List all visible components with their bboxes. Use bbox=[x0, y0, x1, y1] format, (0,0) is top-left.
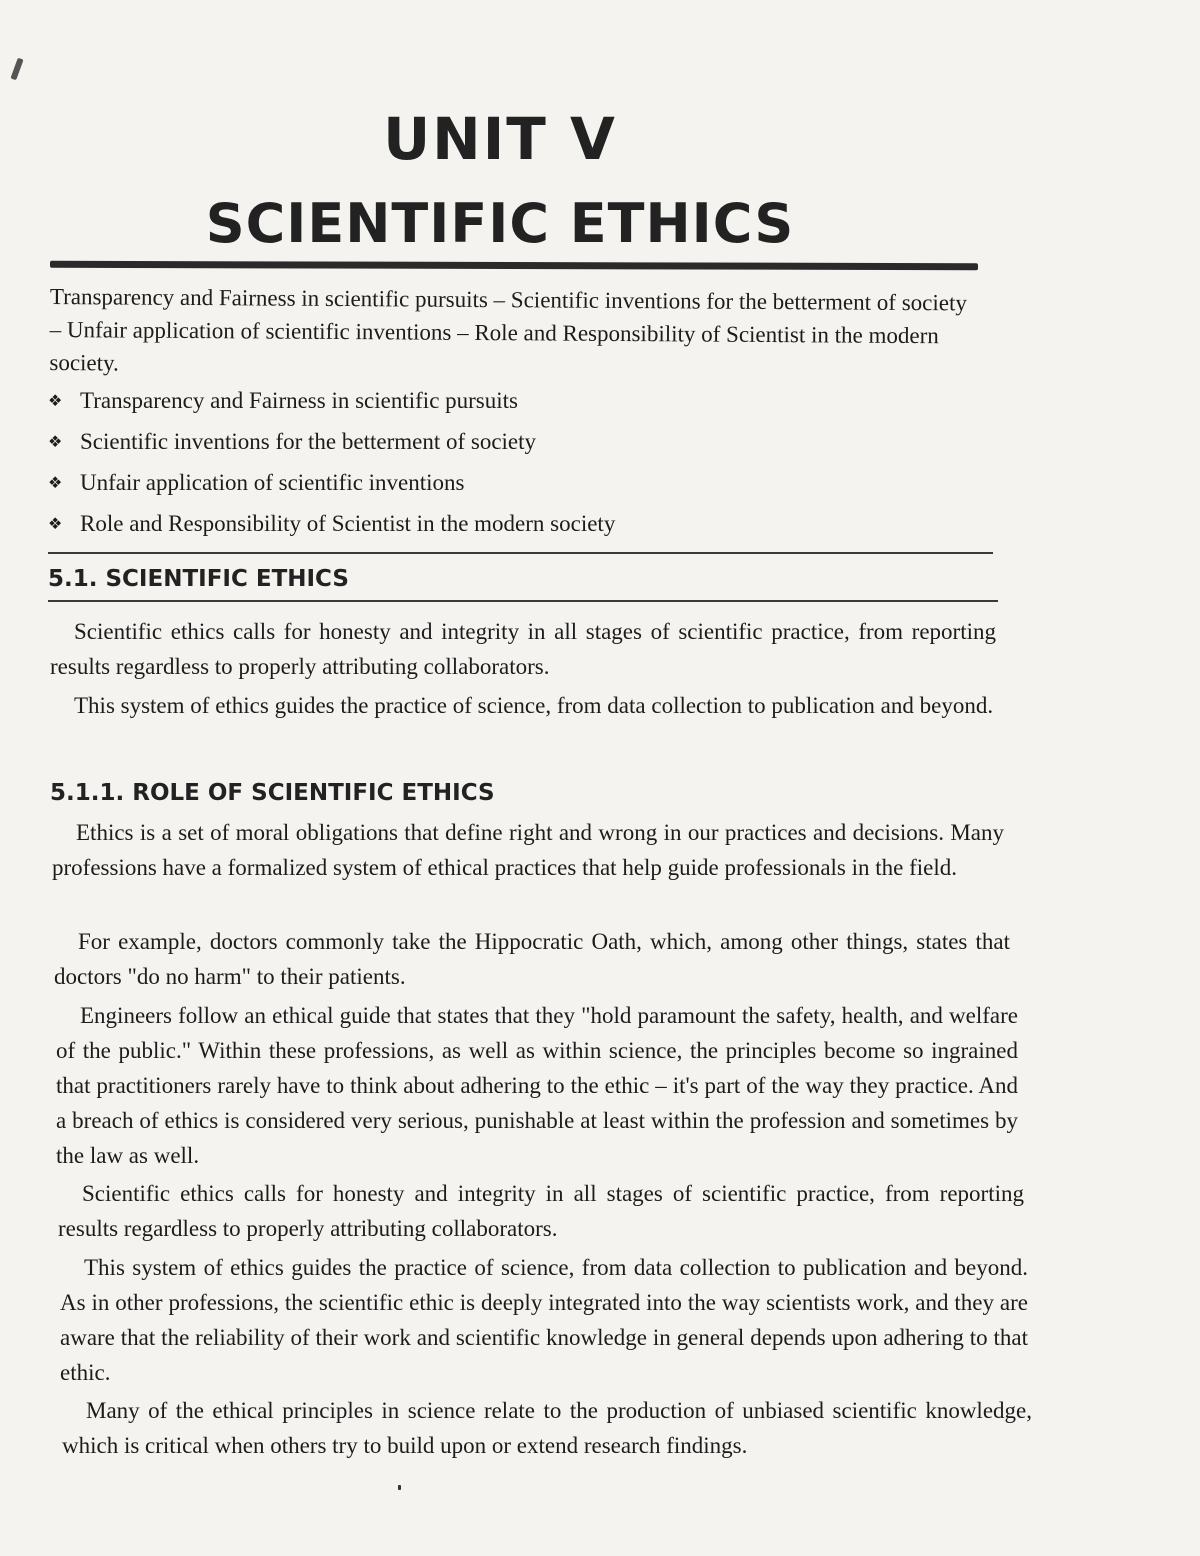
paragraph: Ethics is a set of moral obligations that define right and wrong in our practices and decisions. Many professions have a formalized system of ethical practices that help guide professionals in the field. bbox=[52, 820, 1004, 880]
paragraph: Engineers follow an ethical guide that states that they "hold paramount the safety, health, and welfare of the public." Within these professions, as well as within science, the principles become so ingrained that practitioners rarely have to think about adhering to the ethic – it's part of the way they practice. And a breach of ethics is considered very serious, punishable at least within the profession and sometimes by the law as well. bbox=[56, 1003, 1018, 1168]
paragraph: Many of the ethical principles in science relate to the production of unbiased scientific knowledge, which is critical when others try to build upon or extend research findings. bbox=[62, 1398, 1032, 1458]
section-rule-top bbox=[48, 552, 993, 554]
diamond-bullet-icon: ❖ bbox=[48, 473, 63, 492]
page-mark bbox=[398, 1485, 401, 1490]
chapter-title: SCIENTIFIC ETHICS bbox=[205, 192, 795, 255]
topic-label: Unfair application of scientific inventions bbox=[80, 469, 465, 495]
syllabus-summary: Transparency and Fairness in scientific pursuits – Scientific inventions for the betterment of society – Unfair application of scientific inventions – Role and Responsibility of Scientist in the modern society. bbox=[49, 283, 967, 376]
scan-mark bbox=[10, 58, 23, 81]
paragraph: Scientific ethics calls for honesty and integrity in all stages of scientific practice, from reporting results regardless to properly attributing collaborators. bbox=[58, 1181, 1024, 1241]
title-divider bbox=[50, 261, 978, 270]
topic-label: Scientific inventions for the betterment of society bbox=[80, 428, 537, 454]
paragraph: This system of ethics guides the practice of science, from data collection to publication and beyond. bbox=[74, 693, 994, 718]
diamond-bullet-icon: ❖ bbox=[48, 432, 63, 451]
topic-item bbox=[48, 421, 748, 462]
topic-item bbox=[48, 462, 748, 503]
unit-title: UNIT V bbox=[383, 105, 617, 173]
topic-item bbox=[48, 380, 748, 421]
diamond-bullet-icon: ❖ bbox=[48, 514, 63, 533]
section-rule-bottom bbox=[48, 600, 998, 602]
section-heading-5-1-1: 5.1.1. ROLE OF SCIENTIFIC ETHICS bbox=[50, 780, 495, 806]
section-heading-5-1: 5.1. SCIENTIFIC ETHICS bbox=[48, 566, 349, 592]
paragraph: For example, doctors commonly take the Hippocratic Oath, which, among other things, states that doctors "do no harm" to their patients. bbox=[54, 929, 1010, 989]
topic-item bbox=[48, 503, 748, 544]
topic-list bbox=[48, 380, 748, 544]
topic-label: Role and Responsibility of Scientist in the modern society bbox=[80, 510, 616, 536]
paragraph: Scientific ethics calls for honesty and integrity in all stages of scientific practice, from reporting results regardless to properly attributing collaborators. bbox=[50, 619, 996, 679]
topic-label: Transparency and Fairness in scientific pursuits bbox=[80, 387, 518, 413]
paragraph: This system of ethics guides the practice of science, from data collection to publication and beyond. As in other professions, the scientific ethic is deeply integrated into the way scientists work, and they are aware that the reliability of their work and scientific knowledge in general depends upon adhering to that ethic. bbox=[60, 1255, 1028, 1385]
diamond-bullet-icon: ❖ bbox=[48, 391, 63, 410]
